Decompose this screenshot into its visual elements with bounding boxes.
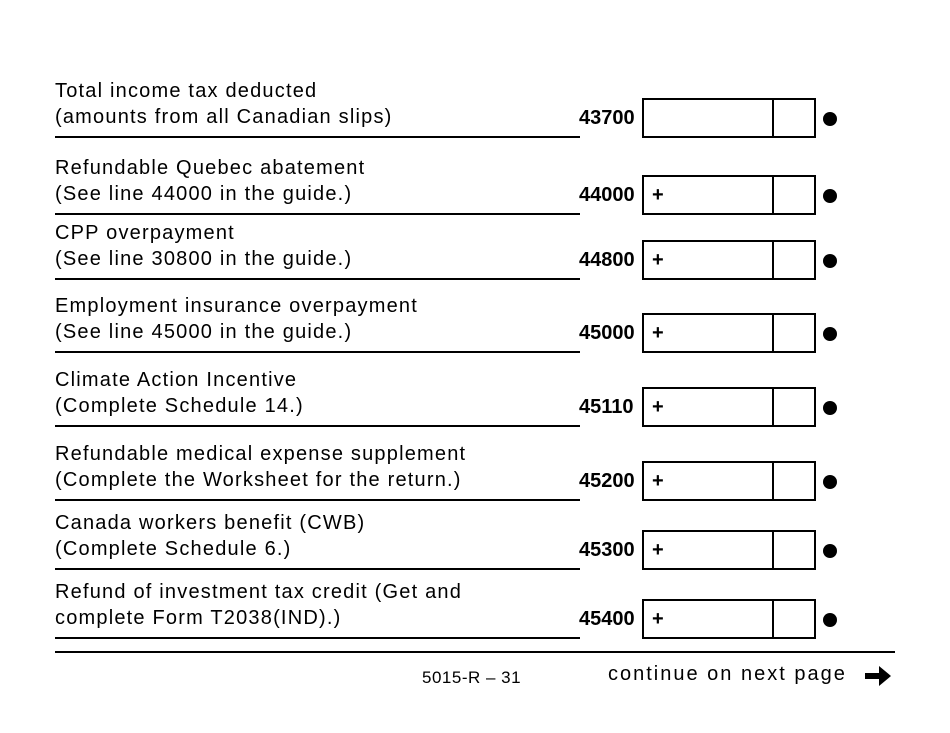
line-description-text: CPP overpayment	[55, 222, 235, 244]
cents-divider	[772, 177, 774, 213]
line-description	[55, 367, 580, 427]
plus-sign: +	[652, 608, 664, 630]
line-description	[55, 293, 580, 353]
plus-sign: +	[652, 396, 664, 418]
plus-sign: +	[652, 539, 664, 561]
line-description-text: Total income tax deducted	[55, 80, 318, 102]
line-code: 44000	[579, 184, 635, 206]
plus-sign: +	[652, 322, 664, 344]
line-description-text: Climate Action Incentive	[55, 369, 298, 391]
line-description-note: (See line 44000 in the guide.)	[55, 183, 353, 205]
line-description	[55, 155, 580, 215]
line-description-note: (amounts from all Canadian slips)	[55, 106, 393, 128]
line-description-note: (Complete Schedule 6.)	[55, 538, 292, 560]
arrow-right-icon	[863, 663, 893, 689]
line-description	[55, 579, 580, 639]
line-description-note: (See line 45000 in the guide.)	[55, 321, 353, 343]
cents-divider	[772, 601, 774, 637]
form-line-45400	[55, 579, 845, 639]
line-description	[55, 441, 580, 501]
line-description	[55, 78, 580, 138]
bullet-icon	[823, 189, 837, 203]
line-description-text: Canada workers benefit (CWB)	[55, 512, 366, 534]
cents-divider	[772, 315, 774, 351]
amount-input-45000[interactable]	[642, 313, 816, 353]
form-line-44800	[55, 220, 845, 280]
form-line-45300	[55, 510, 845, 570]
line-description	[55, 510, 580, 570]
amount-input-45400[interactable]	[642, 599, 816, 639]
footer-divider	[55, 651, 895, 653]
cents-divider	[772, 100, 774, 136]
line-description-note: (See line 30800 in the guide.)	[55, 248, 353, 270]
line-code: 45400	[579, 608, 635, 630]
line-description-note: complete Form T2038(IND).)	[55, 607, 342, 629]
line-code: 44800	[579, 249, 635, 271]
form-line-45000	[55, 293, 845, 353]
form-line-44000	[55, 155, 845, 215]
line-code: 45300	[579, 539, 635, 561]
amount-input-45200[interactable]	[642, 461, 816, 501]
plus-sign: +	[652, 184, 664, 206]
line-description-text: Refundable medical expense supplement	[55, 443, 467, 465]
form-line-45110	[55, 367, 845, 427]
line-code: 43700	[579, 107, 635, 129]
form-line-43700	[55, 78, 845, 138]
line-code: 45110	[579, 396, 634, 418]
bullet-icon	[823, 254, 837, 268]
cents-divider	[772, 463, 774, 499]
cents-divider	[772, 242, 774, 278]
amount-input-45300[interactable]	[642, 530, 816, 570]
line-description-note: (Complete the Worksheet for the return.)	[55, 469, 462, 491]
line-description	[55, 220, 580, 280]
bullet-icon	[823, 112, 837, 126]
line-code: 45200	[579, 470, 635, 492]
plus-sign: +	[652, 249, 664, 271]
amount-input-44800[interactable]	[642, 240, 816, 280]
cents-divider	[772, 532, 774, 568]
bullet-icon	[823, 613, 837, 627]
amount-input-43700[interactable]	[642, 98, 816, 138]
continue-next-page-text: continue on next page	[608, 663, 847, 685]
line-description-text: Employment insurance overpayment	[55, 295, 418, 317]
bullet-icon	[823, 475, 837, 489]
plus-sign: +	[652, 470, 664, 492]
cents-divider	[772, 389, 774, 425]
amount-input-45110[interactable]	[642, 387, 816, 427]
form-line-45200	[55, 441, 845, 501]
bullet-icon	[823, 401, 837, 415]
line-code: 45000	[579, 322, 635, 344]
line-description-text: Refund of investment tax credit (Get and	[55, 581, 463, 603]
bullet-icon	[823, 544, 837, 558]
line-description-note: (Complete Schedule 14.)	[55, 395, 304, 417]
line-description-text: Refundable Quebec abatement	[55, 157, 366, 179]
amount-input-44000[interactable]	[642, 175, 816, 215]
bullet-icon	[823, 327, 837, 341]
page-identifier: 5015-R – 31	[422, 668, 522, 687]
